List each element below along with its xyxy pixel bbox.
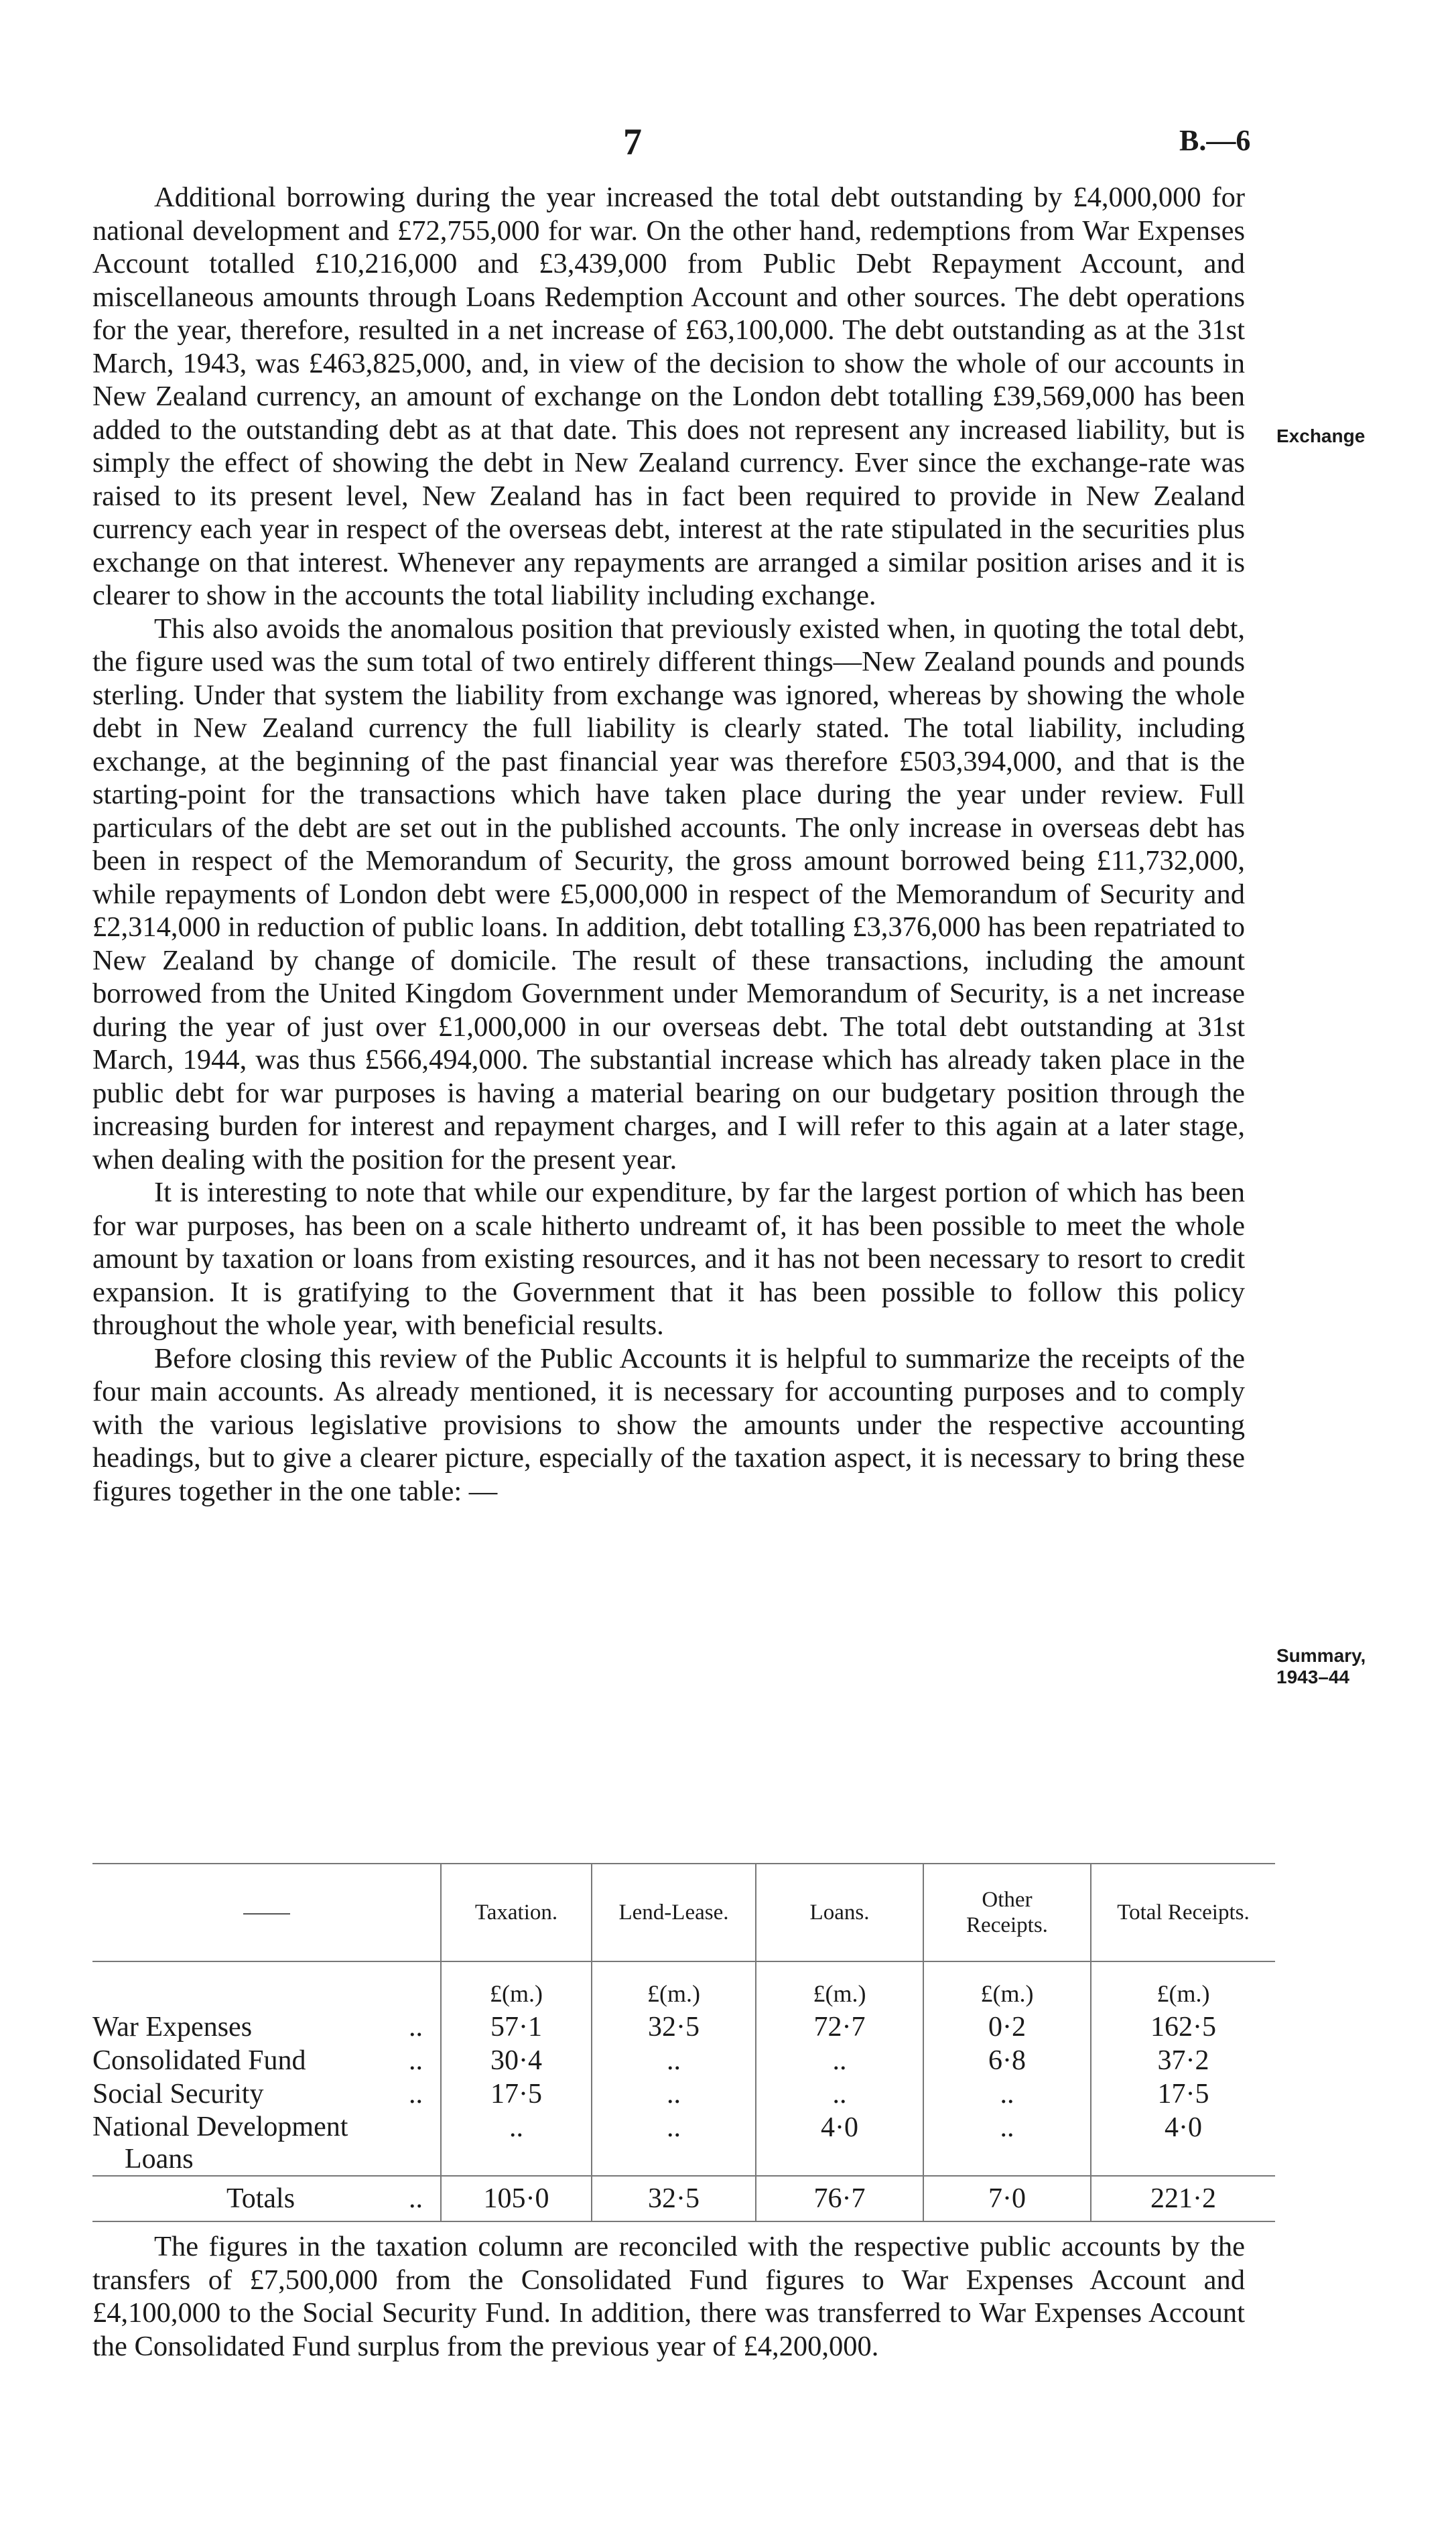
unit-blank [92, 1961, 441, 2010]
post-table-text [92, 2230, 1245, 2363]
paragraph-borrowing: Additional borrowing during the year increased the total debt outstanding by £4,000,000 for national development and £72,755,000 for war. On the other hand, redemptions from War Expenses Account totalled £10,216,000 and £3,439,000 from Public Debt Repayment Account, and miscellaneous amounts through Loans Redemption Account and other sources. The debt operations for the year, therefore, resulted in a net increase of £63,100,000. The debt outstanding as at the 31st March, 1943, was £463,825,000, and, in view of the decision to show the whole of our accounts in New Zealand currency, an amount of exchange on the London debt totalling £39,569,000 has been added to the outstanding debt as at that date. This does not represent any increased liability, but is simply the effect of showing the debt in New Zealand currency. Ever since the exchange-rate was raised to its present level, New Zealand has in fact been required to provide in New Zealand currency each year in respect of the overseas debt, interest at the rate stipulated in the securities plus exchange on that interest. Whenever any repayments are arranged a similar position arises and it is clearer to show in the accounts the total liability including exchange. [92, 182, 1245, 611]
total-other-receipts: 7·0 [923, 2176, 1091, 2221]
page-number: 7 [623, 121, 642, 163]
paragraph-summary-intro: Before closing this review of the Public Accounts it is helpful to summarize the receipts of the four main accounts. As already mentioned, it is necessary for accounting purposes and to comply with the various legislative provisions to show the amounts under the respective accounting headings, but to give a clearer picture, especially of the taxation aspect, it is necessary to bring these figures together in the one table: — [92, 1342, 1245, 1507]
row-label: Consolidated Fund .. [92, 2045, 423, 2076]
unit-cell: £(m.) [923, 1961, 1091, 2010]
cell-taxation: 30·4 [441, 2044, 592, 2077]
cell-other-receipts: 0·2 [923, 2010, 1091, 2044]
table-header-row [92, 1864, 1275, 1961]
total-taxation: 105·0 [441, 2176, 592, 2221]
header-other-receipts: Other Receipts. [923, 1864, 1091, 1961]
header-blank [92, 1864, 441, 1961]
document-reference: B.—6 [1179, 124, 1251, 157]
cell-taxation: 17·5 [441, 2077, 592, 2111]
cell-loans: 4·0 [756, 2111, 923, 2176]
unit-cell: £(m.) [756, 1961, 923, 2010]
table-total-row [92, 2176, 1275, 2221]
header-lend-lease: Lend-Lease. [592, 1864, 756, 1961]
total-total-receipts: 221·2 [1091, 2176, 1275, 2221]
cell-loans: .. [756, 2044, 923, 2077]
cell-total-receipts: 162·5 [1091, 2010, 1275, 2044]
row-label: War Expenses .. [92, 2012, 423, 2043]
cell-lend-lease: .. [592, 2111, 756, 2176]
header-loans: Loans. [756, 1864, 923, 1961]
cell-loans: .. [756, 2077, 923, 2111]
margin-note-summary: Summary, 1943–44 [1276, 1645, 1366, 1687]
cell-total-receipts: 17·5 [1091, 2077, 1275, 2111]
header-total-receipts: Total Receipts. [1091, 1864, 1275, 1961]
total-loans: 76·7 [756, 2176, 923, 2221]
table-row [92, 2044, 1275, 2077]
cell-taxation: 57·1 [441, 2010, 592, 2044]
total-lend-lease: 32·5 [592, 2176, 756, 2221]
cell-other-receipts: .. [923, 2111, 1091, 2176]
unit-cell: £(m.) [441, 1961, 592, 2010]
row-label: Social Security .. [92, 2079, 423, 2110]
table-row [92, 2010, 1275, 2044]
margin-note-exchange: Exchange [1276, 426, 1366, 446]
cell-loans: 72·7 [756, 2010, 923, 2044]
unit-cell: £(m.) [592, 1961, 756, 2010]
cell-total-receipts: 37·2 [1091, 2044, 1275, 2077]
table-row [92, 2077, 1275, 2111]
paragraph-expenditure: It is interesting to note that while our expenditure, by far the largest portion of which has been for war purposes, has been on a scale hitherto undreamt of, it has been possible to meet the whole amount by taxation or loans from existing resources, and it has not been necessary to resort to credit expansion. It is gratifying to the Government that it has been possible to follow this policy throughout the whole year, with beneficial results. [92, 1177, 1245, 1341]
table-row [92, 2111, 1275, 2176]
cell-other-receipts: 6·8 [923, 2044, 1091, 2077]
cell-taxation: .. [441, 2111, 592, 2176]
table-unit-row [92, 1961, 1275, 2010]
header-dash [243, 1913, 290, 1915]
receipts-table [92, 1863, 1275, 2222]
cell-lend-lease: .. [592, 2044, 756, 2077]
totals-label: Totals .. [92, 2176, 441, 2221]
paragraph-reconciliation: The figures in the taxation column are reconciled with the respective public accounts by the transfers of £7,500,000 from the Consolidated Fund figures to War Expenses Account and £4,100,000 to the Social Security Fund. In addition, there was transferred to War Expenses Account the Consolidated Fund surplus from the previous year of £4,200,000. [92, 2231, 1245, 2362]
unit-cell: £(m.) [1091, 1961, 1275, 2010]
main-text [92, 181, 1245, 1508]
cell-lend-lease: 32·5 [592, 2010, 756, 2044]
paragraph-anomalous-position: This also avoids the anomalous position that previously existed when, in quoting the total debt, the figure used was the sum total of two entirely different things—New Zealand pounds and pounds sterling. Under that system the liability from exchange was ignored, whereas by showing the whole debt in New Zealand currency the full liability is clearly stated. The total liability, including exchange, at the beginning of the past financial year was therefore £503,394,000, and that is the starting-point for the transactions which have taken place during the year under review. Full particulars of the debt are set out in the published accounts. The only increase in overseas debt has been in respect of the Memorandum of Security, the gross amount borrowed being £11,732,000, while repayments of London debt were £5,000,000 in respect of the Memorandum of Security and £2,314,000 in reduction of public loans. In addition, debt totalling £3,376,000 has been repatriated to New Zealand by change of domicile. The result of these transactions, including the amount borrowed from the United Kingdom Government under Memorandum of Security, is a net increase during the year of just over £1,000,000 in our overseas debt. The total debt outstanding at 31st March, 1944, was thus £566,494,000. The substantial increase which has already taken place in the public debt for war purposes is having a material bearing on our budgetary position through the increasing burden for interest and repayment charges, and I will refer to this again at a later stage, when dealing with the position for the present year. [92, 612, 1245, 1175]
cell-other-receipts: .. [923, 2077, 1091, 2111]
cell-total-receipts: 4·0 [1091, 2111, 1275, 2176]
row-label: National Development Loans [92, 2112, 348, 2175]
header-taxation: Taxation. [441, 1864, 592, 1961]
cell-lend-lease: .. [592, 2077, 756, 2111]
